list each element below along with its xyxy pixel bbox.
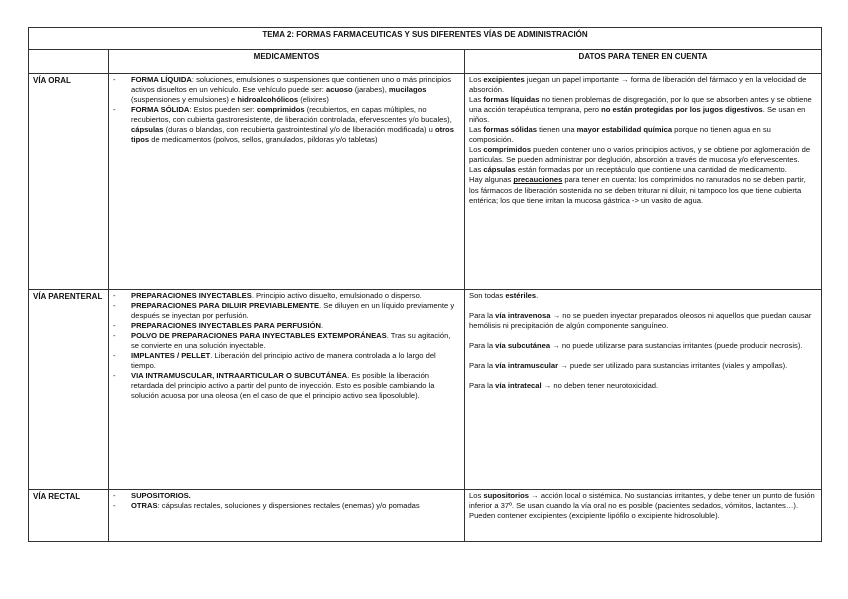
list-item	[113, 75, 460, 105]
bold-text: mucilagos	[388, 85, 427, 95]
text-run: . Se diluyen en un líquido previamente y después se inyectan por perfusión.	[131, 301, 455, 321]
text-run: Los	[469, 491, 484, 500]
bold-text: vía subcutánea	[495, 341, 551, 351]
text-run: : Estos pueden ser:	[189, 105, 257, 115]
note-paragraph	[469, 311, 817, 331]
bold-text: PREPARACIONES INYECTABLES	[131, 291, 252, 300]
text-run: Las	[469, 95, 484, 105]
document-title: TEMA 2: FORMAS FARMACEUTICAS Y SUS DIFERENTES VÍAS DE ADMINISTRACIÓN	[29, 28, 822, 50]
text-run: Las	[469, 165, 484, 175]
text-run: . Principio activo disuelto, emulsionado o disperso.	[251, 291, 422, 300]
text-run: → no deben tener neurotoxicidad.	[541, 381, 659, 391]
text-run: Para la	[469, 341, 496, 351]
bold-text: PREPARACIONES INYECTABLES PARA PERFUSIÓN	[131, 321, 322, 331]
text-run: Las	[469, 125, 484, 135]
bullet-list	[113, 491, 460, 511]
bold-text: excipientes	[483, 75, 525, 84]
bold-text: PREPARACIONES PARA DILUIR PREVIABLEMENTE	[131, 301, 320, 311]
text-run: . Liberación del principio activo de manera controlada a lo largo del tiempo.	[131, 351, 436, 371]
bold-text: comprimidos	[256, 105, 305, 115]
note-paragraph	[469, 491, 817, 521]
bold-text: OTRAS	[131, 501, 158, 511]
list-item	[113, 105, 460, 145]
text-run: → puede ser utilizado para sustancias irritantes (viales y ampollas).	[558, 361, 788, 371]
text-run: . Se usan en niños.	[469, 105, 806, 125]
text-run: (suspensiones y emulsiones) e	[131, 95, 238, 105]
text-run: Son todas	[469, 291, 506, 300]
list-item	[113, 491, 460, 501]
bold-text: cápsulas	[131, 125, 164, 135]
text-run: . Tras su agitación, se convierte en una solución inyectable.	[131, 331, 451, 351]
spacer	[469, 301, 817, 311]
bold-text: cápsulas	[483, 165, 516, 175]
note-paragraph	[469, 341, 817, 351]
medicamentos-cell	[109, 490, 465, 542]
header-medicamentos: MEDICAMENTOS	[109, 50, 465, 74]
note-paragraph	[469, 95, 817, 125]
bold-text: formas sólidas	[483, 125, 537, 135]
text-run: (jarabes),	[352, 85, 389, 95]
note-paragraph	[469, 125, 817, 145]
text-run: no tienen problemas de disgregación, por lo que se absorben antes y se obtiene una acción terapéutica temprana, pero	[469, 95, 812, 115]
bold-text: vía intramuscular	[495, 361, 559, 371]
bold-text: vía intratecal	[495, 381, 542, 391]
list-item	[113, 301, 460, 321]
list-item	[113, 291, 460, 301]
text-run: están formadas por un receptáculo que contiene una cantidad de medicamento.	[515, 165, 787, 175]
bold-text: POLVO DE PREPARACIONES PARA INYECTABLES EXTEMPORÁNEAS	[131, 331, 387, 341]
bold-text: precauciones	[513, 175, 563, 185]
bold-text: supositorios	[483, 491, 529, 500]
bold-text: IMPLANTES / PELLET	[131, 351, 211, 361]
list-item	[113, 321, 460, 331]
via-label: VÍA PARENTERAL	[29, 290, 109, 490]
text-run: porque no tienen agua en su composición.	[469, 125, 771, 145]
bold-text: VIA INTRAMUSCULAR, INTRAARTICULAR O SUBCUTÁNEA	[131, 371, 348, 381]
text-run: pueden contener uno o varios principios activos, y se obtiene por aglomeración de partículas. Se pueden administrar por deglución, absorción a través de mucosa y/o efervescentes.	[469, 145, 811, 165]
text-run: (duras o blandas, con recubierta gastrointestinal y/o de liberación modificada) u	[163, 125, 435, 135]
note-paragraph	[469, 75, 817, 95]
bold-text: otros tipos	[131, 125, 454, 145]
row-via-rectal	[29, 490, 822, 542]
note-paragraph	[469, 165, 817, 175]
bold-text: FORMA LÍQUIDA	[131, 75, 192, 84]
bold-text: vía intravenosa	[495, 311, 551, 321]
bold-text: FORMA SÓLIDA	[131, 105, 190, 115]
content-table	[28, 27, 822, 542]
bold-text: hidroalcohólicos	[237, 95, 299, 105]
via-label: VÍA RECTAL	[29, 490, 109, 542]
spacer	[469, 351, 817, 361]
spacer	[469, 331, 817, 341]
list-item	[113, 371, 460, 401]
via-label: VÍA ORAL	[29, 74, 109, 290]
text-run: Para la	[469, 311, 496, 321]
bold-text: acuoso	[326, 85, 353, 95]
text-run: → no se pueden inyectar preparados oleosos ni aquellos que puedan causar hemólisis ni precipitación de algún componente sanguíneo.	[469, 311, 812, 331]
text-run: → acción local o sistémica. No sustancias irritantes, y debe tener un punto de fusión inferior a 37º. Se usan cuando la vía oral no es posible (pacientes sedados, vómitos, lactantes…). Pueden contener excipientes (excipiente lipófilo o excipiente hidrosoluble).	[469, 491, 815, 521]
note-paragraph	[469, 381, 817, 391]
bold-text: estériles	[505, 291, 537, 300]
text-run: → no puede utilizarse para sustancias irritantes (puede producir necrosis).	[550, 341, 803, 351]
bold-text: mayor estabilidad química	[576, 125, 673, 135]
list-item	[113, 501, 460, 511]
bold-text: no están protegidas por los jugos digestivos	[601, 105, 763, 115]
text-run: Hay algunas	[469, 175, 514, 185]
text-run: Para la	[469, 361, 496, 371]
list-item	[113, 351, 460, 371]
text-run: : cápsulas rectales, soluciones y dispersiones rectales (enemas) y/o pomadas	[157, 501, 420, 511]
datos-cell	[465, 74, 822, 290]
text-run: .	[536, 291, 539, 300]
text-run: juegan un papel importante → forma de liberación del fármaco y en la velocidad de absorción.	[469, 75, 807, 95]
bold-text: comprimidos	[483, 145, 532, 155]
datos-cell	[465, 490, 822, 542]
bold-text: SUPOSITORIOS.	[131, 491, 191, 500]
header-datos: DATOS PARA TENER EN CUENTA	[465, 50, 822, 74]
medicamentos-cell	[109, 74, 465, 290]
bold-text: formas líquidas	[483, 95, 540, 105]
note-paragraph	[469, 361, 817, 371]
datos-cell	[465, 290, 822, 490]
bullet-list	[113, 291, 460, 402]
row-via-parenteral	[29, 290, 822, 490]
text-run: de medicamentos (polvos, sellos, granulados, pildoras y/o tabletas)	[149, 135, 378, 145]
text-run: (elixires)	[298, 95, 329, 105]
text-run: Los	[469, 145, 484, 155]
note-paragraph	[469, 291, 817, 301]
text-run: Para la	[469, 381, 496, 391]
bullet-list	[113, 75, 460, 145]
spacer	[469, 371, 817, 381]
medicamentos-cell	[109, 290, 465, 490]
text-run: para tener en cuenta: los comprimidos no ranurados no se deben partir, los fármacos de liberación sostenida no se deben triturar ni diluir, ni tampoco los que tiene cubierta entérica; los que tiene irritan la mucosa gástrica -> un vasito de agua.	[469, 175, 806, 205]
row-via-oral	[29, 74, 822, 290]
list-item	[113, 331, 460, 351]
text-run: : soluciones, emulsiones o suspensiones que contienen uno o más principios activos disueltos en un vehículo. Ese vehículo puede ser:	[131, 75, 452, 95]
text-run: tienen una	[536, 125, 577, 135]
header-blank	[29, 50, 109, 74]
text-run: . Es posible la liberación retardada del principio activo a partir del punto de inyección. Esto es posible cambiando la solución acuosa por una oleosa (en el caso de que el principio activo sea liposoluble).	[131, 371, 435, 401]
note-paragraph	[469, 175, 817, 205]
note-paragraph	[469, 145, 817, 165]
document-page	[28, 27, 821, 542]
text-run: Los	[469, 75, 484, 84]
text-run: .	[321, 321, 324, 331]
text-run: (recubiertos, en capas múltiples, no recubiertos, con cubierta gastroresistente, de liberación controlada, efervescentes y/o bucales),	[131, 105, 452, 125]
